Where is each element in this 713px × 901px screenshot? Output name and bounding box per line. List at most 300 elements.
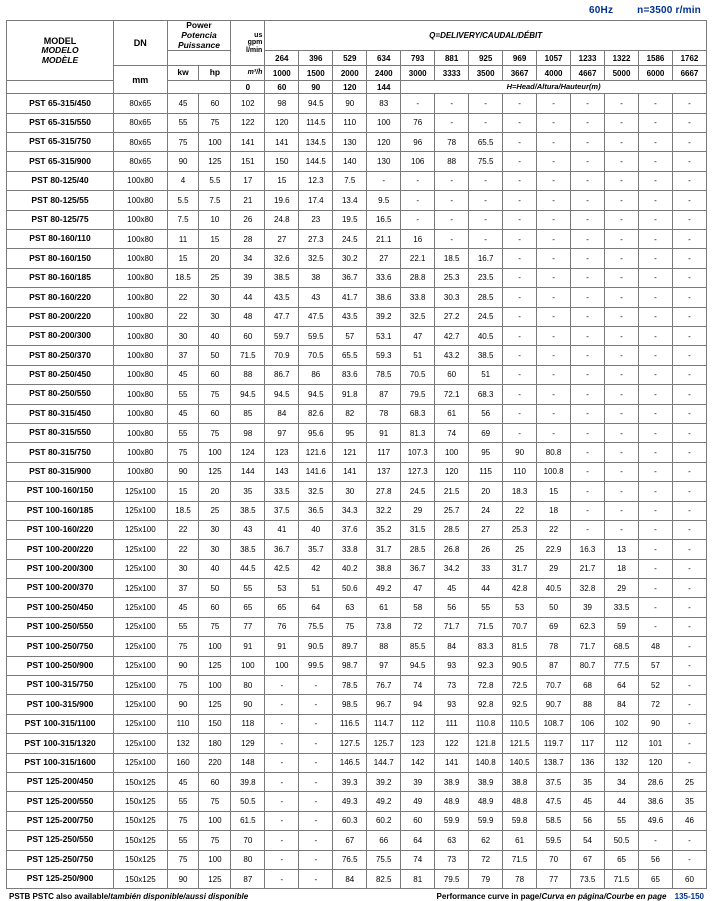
cell-head: - <box>672 404 706 423</box>
flow-lmin: 4667 <box>571 66 605 81</box>
table-row <box>7 423 707 442</box>
cell-head: - <box>265 753 299 772</box>
cell-kw: 55 <box>167 617 199 636</box>
cell-hp: 30 <box>199 307 231 326</box>
cell-head: - <box>537 210 571 229</box>
cell-head: - <box>435 191 469 210</box>
cell-model: PST 125-200/750 <box>7 811 114 830</box>
cell-head: 119.7 <box>537 734 571 753</box>
cell-head: 47.5 <box>299 307 333 326</box>
cell-head: 92.5 <box>503 695 537 714</box>
cell-head: 81.5 <box>503 637 537 656</box>
cell-head: - <box>672 656 706 675</box>
cell-dn: 100x80 <box>114 210 168 229</box>
cell-head: 77.5 <box>605 656 639 675</box>
table-row <box>7 598 707 617</box>
cell-kw: 45 <box>167 365 199 384</box>
cell-hp: 75 <box>199 385 231 404</box>
cell-head: 112 <box>401 714 435 733</box>
cell-head: - <box>672 501 706 520</box>
cell-head: 98.7 <box>333 656 367 675</box>
cell-head: 100 <box>265 656 299 675</box>
cell-head: 84 <box>265 404 299 423</box>
cell-model: PST 100-315/1600 <box>7 753 114 772</box>
cell-head: 42.7 <box>435 326 469 345</box>
cell-kw: 90 <box>167 869 199 888</box>
cell-kw: 55 <box>167 385 199 404</box>
cell-head: 40.2 <box>333 559 367 578</box>
cell-dn: 125x100 <box>114 714 168 733</box>
cell-head: 110.8 <box>469 714 503 733</box>
cell-head: 45 <box>435 579 469 598</box>
frequency-label: 60Hz <box>589 4 614 16</box>
table-row <box>7 462 707 481</box>
cell-head: 82 <box>333 404 367 423</box>
cell-head: 22 <box>503 501 537 520</box>
cell-head: 40 <box>299 520 333 539</box>
table-row <box>7 656 707 675</box>
cell-head: 115 <box>469 462 503 481</box>
cell-head: 24.8 <box>265 210 299 229</box>
cell-head: 60 <box>231 326 265 345</box>
cell-model: PST 65-315/450 <box>7 94 114 113</box>
cell-head: - <box>672 637 706 656</box>
cell-head: 17.4 <box>299 191 333 210</box>
cell-kw: 7.5 <box>167 210 199 229</box>
cell-head: 65 <box>605 850 639 869</box>
cell-head: - <box>605 191 639 210</box>
cell-head: - <box>265 695 299 714</box>
cell-head: - <box>571 423 605 442</box>
cell-head: 138.7 <box>537 753 571 772</box>
cell-head: 64 <box>401 831 435 850</box>
cell-head: 35 <box>672 792 706 811</box>
cell-dn: 100x80 <box>114 346 168 365</box>
cell-head: 64 <box>605 676 639 695</box>
cell-head: - <box>503 133 537 152</box>
table-row <box>7 540 707 559</box>
cell-head: 70.5 <box>299 346 333 365</box>
cell-dn: 150x125 <box>114 811 168 830</box>
cell-head: 28.5 <box>469 288 503 307</box>
cell-head: - <box>639 404 673 423</box>
cell-dn: 100x80 <box>114 462 168 481</box>
cell-head: 88 <box>231 365 265 384</box>
cell-head: 28 <box>231 230 265 249</box>
cell-dn: 100x80 <box>114 404 168 423</box>
table-row <box>7 637 707 656</box>
cell-head: 38.8 <box>503 772 537 791</box>
cell-head: - <box>639 191 673 210</box>
cell-hp: 20 <box>199 249 231 268</box>
cell-head: 130 <box>367 152 401 171</box>
cell-head: - <box>571 152 605 171</box>
cell-head: 96.7 <box>367 695 401 714</box>
cell-head: 50.5 <box>605 831 639 850</box>
cell-dn: 100x80 <box>114 288 168 307</box>
cell-dn: 125x100 <box>114 579 168 598</box>
cell-kw: 90 <box>167 656 199 675</box>
cell-hp: 25 <box>199 501 231 520</box>
cell-head: 57 <box>333 326 367 345</box>
cell-hp: 30 <box>199 520 231 539</box>
cell-model: PST 125-250/900 <box>7 869 114 888</box>
cell-head: - <box>571 113 605 132</box>
cell-head: 75.5 <box>367 850 401 869</box>
flow-m3h: 90 <box>299 81 333 94</box>
cell-head: 59.7 <box>265 326 299 345</box>
cell-head: 13.4 <box>333 191 367 210</box>
cell-head: 58 <box>401 598 435 617</box>
cell-head: - <box>605 326 639 345</box>
cell-kw: 37 <box>167 346 199 365</box>
cell-head: - <box>571 191 605 210</box>
cell-head: 68.5 <box>605 637 639 656</box>
cell-head: 86.7 <box>265 365 299 384</box>
cell-head: - <box>605 482 639 501</box>
header-head-note: H=Head/Altura/Hauteur(m) <box>401 81 707 94</box>
cell-head: - <box>639 540 673 559</box>
cell-head: 49.2 <box>367 579 401 598</box>
flow-m3h: 60 <box>265 81 299 94</box>
cell-head: 60.3 <box>333 811 367 830</box>
cell-head: 42.8 <box>503 579 537 598</box>
cell-head: 47.5 <box>537 792 571 811</box>
cell-head: 140.8 <box>469 753 503 772</box>
cell-head: - <box>299 734 333 753</box>
flow-usgpm: 1586 <box>639 51 673 66</box>
cell-model: PST 100-160/185 <box>7 501 114 520</box>
cell-head: 89.7 <box>333 637 367 656</box>
cell-head: - <box>571 171 605 190</box>
cell-head: - <box>265 831 299 850</box>
cell-head: 38.8 <box>367 559 401 578</box>
cell-head: 65 <box>265 598 299 617</box>
cell-head: - <box>672 346 706 365</box>
cell-head: 101 <box>639 734 673 753</box>
flow-lmin: 6667 <box>672 66 706 81</box>
cell-head: 93 <box>435 656 469 675</box>
cell-model: PST 80-160/110 <box>7 230 114 249</box>
cell-head: 148 <box>231 753 265 772</box>
cell-head: - <box>469 210 503 229</box>
cell-head: 48.9 <box>469 792 503 811</box>
cell-head: 54 <box>571 831 605 850</box>
cell-head: 72 <box>469 850 503 869</box>
cell-head: 73 <box>435 850 469 869</box>
cell-head: 127.5 <box>333 734 367 753</box>
cell-head: - <box>503 171 537 190</box>
cell-head: 19.6 <box>265 191 299 210</box>
cell-head: 21.7 <box>571 559 605 578</box>
cell-head: 87 <box>231 869 265 888</box>
cell-head: - <box>571 230 605 249</box>
cell-head: 33.5 <box>605 598 639 617</box>
cell-head: 27 <box>367 249 401 268</box>
header-model: MODEL MODELO MODÈLE <box>7 21 114 81</box>
flow-usgpm: 1762 <box>672 51 706 66</box>
cell-head: - <box>672 230 706 249</box>
cell-head: - <box>672 482 706 501</box>
cell-head: - <box>537 152 571 171</box>
cell-hp: 10 <box>199 210 231 229</box>
cell-head: 22.9 <box>537 540 571 559</box>
cell-head: 36.7 <box>333 268 367 287</box>
cell-head: 130 <box>333 133 367 152</box>
cell-head: 93 <box>435 695 469 714</box>
cell-head: 100.8 <box>537 462 571 481</box>
table-row <box>7 385 707 404</box>
cell-head: 123 <box>265 443 299 462</box>
cell-model: PST 100-160/150 <box>7 482 114 501</box>
cell-head: 60 <box>401 811 435 830</box>
cell-head: - <box>503 230 537 249</box>
table-row <box>7 94 707 113</box>
cell-head: 136 <box>571 753 605 772</box>
cell-head: 117 <box>571 734 605 753</box>
cell-head: 84 <box>435 637 469 656</box>
cell-head: 36.7 <box>265 540 299 559</box>
cell-head: 39.2 <box>367 772 401 791</box>
cell-hp: 15 <box>199 230 231 249</box>
cell-head: - <box>503 346 537 365</box>
cell-head: - <box>503 94 537 113</box>
cell-head: 99.5 <box>299 656 333 675</box>
flow-usgpm: 969 <box>503 51 537 66</box>
cell-head: 120 <box>367 133 401 152</box>
cell-head: - <box>672 210 706 229</box>
cell-head: - <box>537 113 571 132</box>
cell-head: 33.8 <box>333 540 367 559</box>
cell-head: 81.3 <box>401 423 435 442</box>
cell-head: 40.5 <box>469 326 503 345</box>
cell-hp: 75 <box>199 113 231 132</box>
cell-hp: 60 <box>199 772 231 791</box>
cell-head: 70.5 <box>401 365 435 384</box>
cell-head: - <box>672 831 706 850</box>
cell-head: 39 <box>401 772 435 791</box>
cell-hp: 60 <box>199 365 231 384</box>
cell-head: - <box>299 695 333 714</box>
cell-head: 9.5 <box>367 191 401 210</box>
cell-hp: 75 <box>199 831 231 850</box>
cell-head: 95 <box>333 423 367 442</box>
cell-head: 97 <box>367 656 401 675</box>
cell-head: 59.9 <box>469 811 503 830</box>
cell-head: 32.8 <box>571 579 605 598</box>
cell-head: 31.7 <box>367 540 401 559</box>
cell-head: 29 <box>401 501 435 520</box>
cell-head: 31.7 <box>503 559 537 578</box>
cell-head: 94.5 <box>401 656 435 675</box>
cell-dn: 100x80 <box>114 423 168 442</box>
cell-hp: 30 <box>199 540 231 559</box>
cell-head: - <box>605 307 639 326</box>
cell-head: 53 <box>265 579 299 598</box>
cell-head: 62.3 <box>571 617 605 636</box>
cell-head: 141 <box>333 462 367 481</box>
cell-head: 114.7 <box>367 714 401 733</box>
cell-model: PST 100-160/220 <box>7 520 114 539</box>
cell-head: - <box>639 617 673 636</box>
cell-kw: 90 <box>167 462 199 481</box>
cell-hp: 100 <box>199 133 231 152</box>
cell-head: - <box>672 714 706 733</box>
cell-head: 122 <box>435 734 469 753</box>
cell-head: 73.5 <box>571 869 605 888</box>
cell-head: 48 <box>639 637 673 656</box>
table-row <box>7 695 707 714</box>
cell-head: - <box>639 268 673 287</box>
cell-head: - <box>265 792 299 811</box>
cell-head: - <box>571 404 605 423</box>
cell-head: 55 <box>605 811 639 830</box>
cell-head: 78 <box>503 869 537 888</box>
cell-head: 18 <box>537 501 571 520</box>
cell-head: 88 <box>435 152 469 171</box>
cell-head: 59.5 <box>299 326 333 345</box>
cell-head: 92.3 <box>469 656 503 675</box>
cell-head: 17 <box>231 171 265 190</box>
cell-head: 39.2 <box>367 307 401 326</box>
cell-head: 121 <box>333 443 367 462</box>
cell-head: 90 <box>231 695 265 714</box>
cell-head: 97 <box>265 423 299 442</box>
cell-head: 141 <box>231 133 265 152</box>
cell-head: 34 <box>231 249 265 268</box>
cell-head: 48.8 <box>503 792 537 811</box>
cell-head: - <box>503 404 537 423</box>
cell-head: 30.3 <box>435 288 469 307</box>
cell-kw: 55 <box>167 792 199 811</box>
cell-head: - <box>639 230 673 249</box>
cell-head: - <box>435 113 469 132</box>
cell-dn: 100x80 <box>114 326 168 345</box>
cell-head: - <box>672 695 706 714</box>
cell-head: 140 <box>333 152 367 171</box>
cell-kw: 75 <box>167 850 199 869</box>
cell-head: 81 <box>401 869 435 888</box>
cell-head: - <box>672 734 706 753</box>
cell-head: 22.1 <box>401 249 435 268</box>
table-row <box>7 753 707 772</box>
cell-head: - <box>571 249 605 268</box>
cell-hp: 100 <box>199 811 231 830</box>
cell-head: 80 <box>231 676 265 695</box>
cell-head: 144 <box>231 462 265 481</box>
cell-hp: 180 <box>199 734 231 753</box>
cell-head: 33.6 <box>367 268 401 287</box>
cell-head: 111 <box>435 714 469 733</box>
cell-head: 38.9 <box>435 772 469 791</box>
cell-head: 29 <box>605 579 639 598</box>
cell-head: 32.2 <box>367 501 401 520</box>
cell-head: 86 <box>299 365 333 384</box>
cell-head: 39 <box>231 268 265 287</box>
cell-head: - <box>639 133 673 152</box>
cell-hp: 5.5 <box>199 171 231 190</box>
cell-head: - <box>672 753 706 772</box>
cell-head: 83 <box>367 94 401 113</box>
cell-kw: 75 <box>167 676 199 695</box>
cell-dn: 100x80 <box>114 443 168 462</box>
cell-head: 61 <box>503 831 537 850</box>
cell-head: 56 <box>639 850 673 869</box>
cell-dn: 125x100 <box>114 501 168 520</box>
cell-head: 51 <box>469 365 503 384</box>
cell-head: 61 <box>435 404 469 423</box>
cell-head: 16.5 <box>367 210 401 229</box>
cell-head: - <box>299 772 333 791</box>
cell-head: 90 <box>333 94 367 113</box>
cell-head: 151 <box>231 152 265 171</box>
cell-head: 76 <box>265 617 299 636</box>
pump-performance-table <box>6 20 707 889</box>
cell-head: - <box>265 869 299 888</box>
cell-head: - <box>299 792 333 811</box>
cell-head: - <box>469 113 503 132</box>
cell-head: - <box>537 326 571 345</box>
cell-head: 25 <box>503 540 537 559</box>
cell-head: - <box>672 152 706 171</box>
cell-kw: 22 <box>167 520 199 539</box>
cell-hp: 220 <box>199 753 231 772</box>
cell-kw: 37 <box>167 579 199 598</box>
cell-head: 78 <box>367 404 401 423</box>
cell-hp: 75 <box>199 423 231 442</box>
cell-head: 27.8 <box>367 482 401 501</box>
cell-head: 100 <box>435 443 469 462</box>
cell-head: 38.9 <box>469 772 503 791</box>
cell-model: PST 125-200/450 <box>7 772 114 791</box>
cell-head: - <box>571 133 605 152</box>
cell-head: - <box>605 385 639 404</box>
cell-head: 94.5 <box>231 385 265 404</box>
cell-head: - <box>672 850 706 869</box>
cell-head: 56 <box>435 598 469 617</box>
page-reference: 135-150 <box>674 892 704 901</box>
cell-model: PST 80-315/550 <box>7 423 114 442</box>
cell-head: - <box>605 346 639 365</box>
cell-head: 90.5 <box>503 656 537 675</box>
cell-kw: 18.5 <box>167 501 199 520</box>
cell-head: - <box>537 133 571 152</box>
cell-head: 44 <box>231 288 265 307</box>
cell-head: - <box>469 171 503 190</box>
cell-head: 141.6 <box>299 462 333 481</box>
table-row <box>7 113 707 132</box>
cell-model: PST 100-250/750 <box>7 637 114 656</box>
flow-usgpm: 264 <box>265 51 299 66</box>
cell-head: 30 <box>333 482 367 501</box>
cell-head: 34.2 <box>435 559 469 578</box>
cell-hp: 150 <box>199 714 231 733</box>
cell-model: PST 65-315/750 <box>7 133 114 152</box>
cell-model: PST 125-250/750 <box>7 850 114 869</box>
cell-head: 38.5 <box>231 540 265 559</box>
cell-dn: 100x80 <box>114 171 168 190</box>
table-row <box>7 268 707 287</box>
cell-head: - <box>639 520 673 539</box>
cell-head: 129 <box>231 734 265 753</box>
cell-head: - <box>672 307 706 326</box>
cell-head: 41 <box>265 520 299 539</box>
cell-hp: 60 <box>199 94 231 113</box>
flow-lmin: 4000 <box>537 66 571 81</box>
cell-head: - <box>672 598 706 617</box>
cell-hp: 100 <box>199 637 231 656</box>
cell-head: 112 <box>605 734 639 753</box>
